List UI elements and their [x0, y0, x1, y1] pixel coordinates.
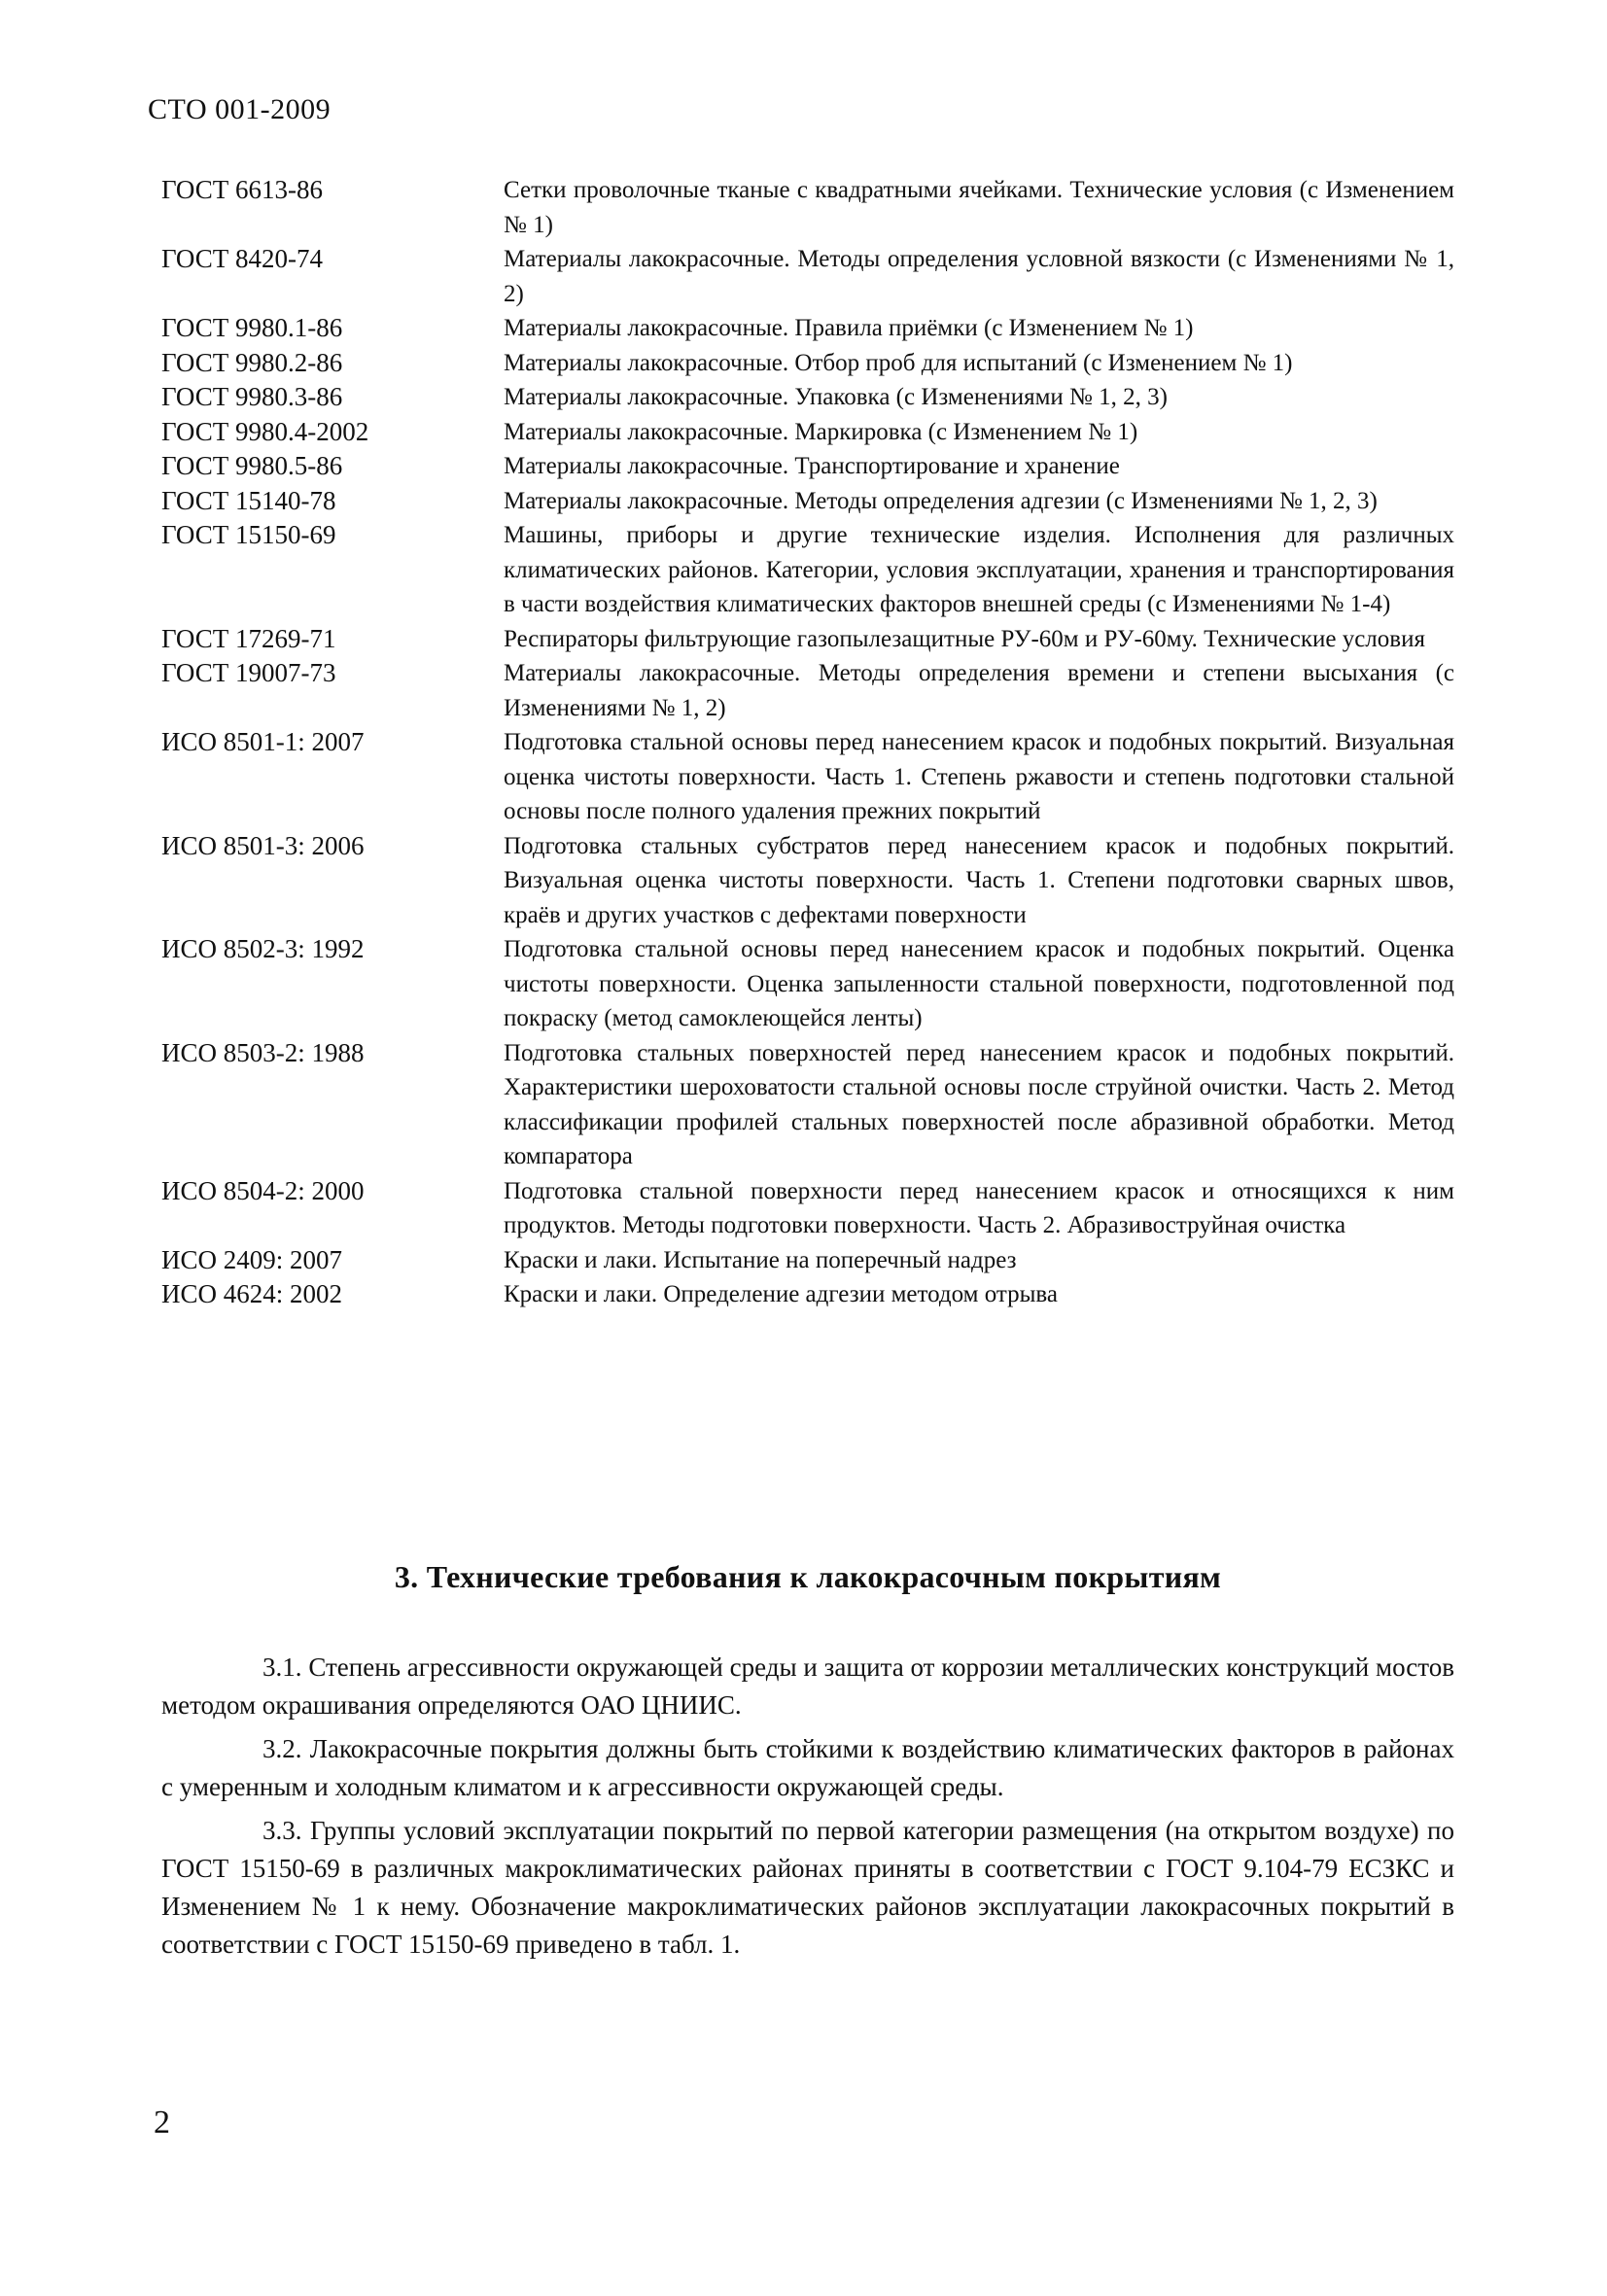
reference-row [161, 242, 1454, 311]
reference-title: Подготовка стальной поверхности перед нанесением красок и относящихся к ним продуктов. Методы подготовки поверхности. Часть 2. Абразивоструйная очистка [504, 1177, 1454, 1238]
reference-code: ГОСТ 17269-71 [161, 623, 336, 653]
reference-title: Краски и лаки. Испытание на поперечный надрез [504, 1246, 1017, 1273]
reference-title: Сетки проволочные тканые с квадратными ячейками. Технические условия (с Изменением № 1) [504, 177, 1454, 238]
reference-row [161, 311, 1454, 346]
reference-title: Материалы лакокрасочные. Правила приёмки (с Изменением № 1) [504, 315, 1194, 341]
reference-code: ГОСТ 6613-86 [161, 175, 324, 204]
reference-code: ГОСТ 15150-69 [161, 520, 336, 549]
reference-code: ГОСТ 9980.1-86 [161, 313, 343, 342]
reference-row [161, 518, 1454, 622]
reference-code: ГОСТ 9980.2-86 [161, 347, 343, 377]
reference-row [161, 1036, 1454, 1174]
reference-row [161, 1277, 1454, 1312]
reference-row [161, 415, 1454, 450]
reference-title: Материалы лакокрасочные. Транспортирование и хранение [504, 453, 1120, 479]
paragraph-3-2: 3.2. Лакокрасочные покрытия должны быть стойкими к воздействию климатических факторов в районах с умеренным и холодным климатом и к агрессивности окружающей среды. [161, 1734, 1454, 1801]
reference-title: Подготовка стальных субстратов перед нанесением красок и подобных покрытий. Визуальная оценка чистоты поверхности. Часть 1. Степени подготовки сварных швов, краёв и других участков с дефектами поверхности [504, 832, 1454, 928]
reference-row [161, 829, 1454, 933]
reference-row [161, 484, 1454, 519]
reference-title: Материалы лакокрасочные. Маркировка (с Изменением № 1) [504, 418, 1138, 445]
reference-code: ИСО 8504-2: 2000 [161, 1175, 365, 1205]
paragraph-3-1: 3.1. Степень агрессивности окружающей среды и защита от коррозии металлических конструкций мостов методом окрашивания определяются ОАО ЦНИИС. [161, 1652, 1454, 1720]
reference-title: Материалы лакокрасочные. Методы определения адгезии (с Изменениями № 1, 2, 3) [504, 487, 1378, 514]
reference-code: ИСО 4624: 2002 [161, 1279, 343, 1308]
reference-row [161, 1174, 1454, 1243]
paragraph-3-3: 3.3. Группы условий эксплуатации покрытий по первой категории размещения (на открытом воздухе) по ГОСТ 15150-69 в различных макроклиматических районах приняты в соответствии с ГОСТ 9.104-79 ЕСЗКС и Изменением № 1 к нему. Обозначение макроклиматических районов эксплуатации лакокрасочных покрытий в соответствии с ГОСТ 15150-69 приведено в табл. 1. [161, 1816, 1454, 1959]
reference-code: ИСО 8501-3: 2006 [161, 830, 365, 860]
reference-code: ИСО 8502-3: 1992 [161, 934, 365, 963]
reference-row [161, 656, 1454, 725]
reference-code: ИСО 2409: 2007 [161, 1244, 343, 1274]
section-heading: 3. Технические требования к лакокрасочным покрытиям [394, 1559, 1222, 1594]
reference-title: Подготовка стальной основы перед нанесением красок и подобных покрытий. Оценка чистоты поверхности. Оценка запыленности стальной поверхности, подготовленной под покраску (метод самоклеющейся ленты) [504, 936, 1454, 1031]
reference-row [161, 725, 1454, 829]
reference-title: Материалы лакокрасочные. Методы определения времени и степени высыхания (с Изменениями № 1, 2) [504, 660, 1454, 721]
reference-code: ГОСТ 9980.5-86 [161, 451, 343, 480]
reference-row [161, 622, 1454, 657]
reference-row [161, 449, 1454, 484]
reference-title: Подготовка стальной основы перед нанесением красок и подобных покрытий. Визуальная оценка чистоты поверхности. Часть 1. Степень ржавости и степень подготовки стальной основы после полного удаления прежних покрытий [504, 729, 1454, 824]
reference-row [161, 173, 1454, 242]
reference-row [161, 380, 1454, 415]
reference-row [161, 1243, 1454, 1278]
reference-code: ИСО 8503-2: 1988 [161, 1037, 365, 1067]
reference-title: Краски и лаки. Определение адгезии методом отрыва [504, 1281, 1058, 1307]
reference-code: ГОСТ 9980.3-86 [161, 382, 343, 411]
reference-title: Респираторы фильтрующие газопылезащитные РУ-60м и РУ-60му. Технические условия [504, 625, 1425, 652]
reference-title: Материалы лакокрасочные. Упаковка (с Изменениями № 1, 2, 3) [504, 384, 1168, 410]
reference-title: Машины, приборы и другие технические изделия. Исполнения для различных климатических районов. Категории, условия эксплуатации, хранения и транспортирования в части воздействия климатических факторов внешней среды (с Изменениями № 1-4) [504, 522, 1454, 617]
normative-references-list [161, 173, 1454, 1312]
page-number: 2 [154, 2105, 170, 2140]
reference-code: ИСО 8501-1: 2007 [161, 727, 365, 756]
reference-title: Материалы лакокрасочные. Отбор проб для испытаний (с Изменением № 1) [504, 349, 1293, 376]
reference-code: ГОСТ 8420-74 [161, 244, 324, 273]
reference-title: Подготовка стальных поверхностей перед нанесением красок и подобных покрытий. Характеристики шероховатости стальной основы после струйной очистки. Часть 2. Метод классификации профилей стальных поверхностей после абразивной обработки. Метод компаратора [504, 1039, 1454, 1169]
reference-code: ГОСТ 15140-78 [161, 485, 336, 515]
reference-row [161, 346, 1454, 381]
reference-row [161, 932, 1454, 1036]
reference-title: Материалы лакокрасочные. Методы определения условной вязкости (с Изменениями № 1, 2) [504, 246, 1454, 307]
section-body [161, 1649, 1454, 1969]
reference-code: ГОСТ 19007-73 [161, 658, 336, 687]
reference-code: ГОСТ 9980.4-2002 [161, 416, 369, 446]
document-header: СТО 001-2009 [148, 93, 332, 125]
